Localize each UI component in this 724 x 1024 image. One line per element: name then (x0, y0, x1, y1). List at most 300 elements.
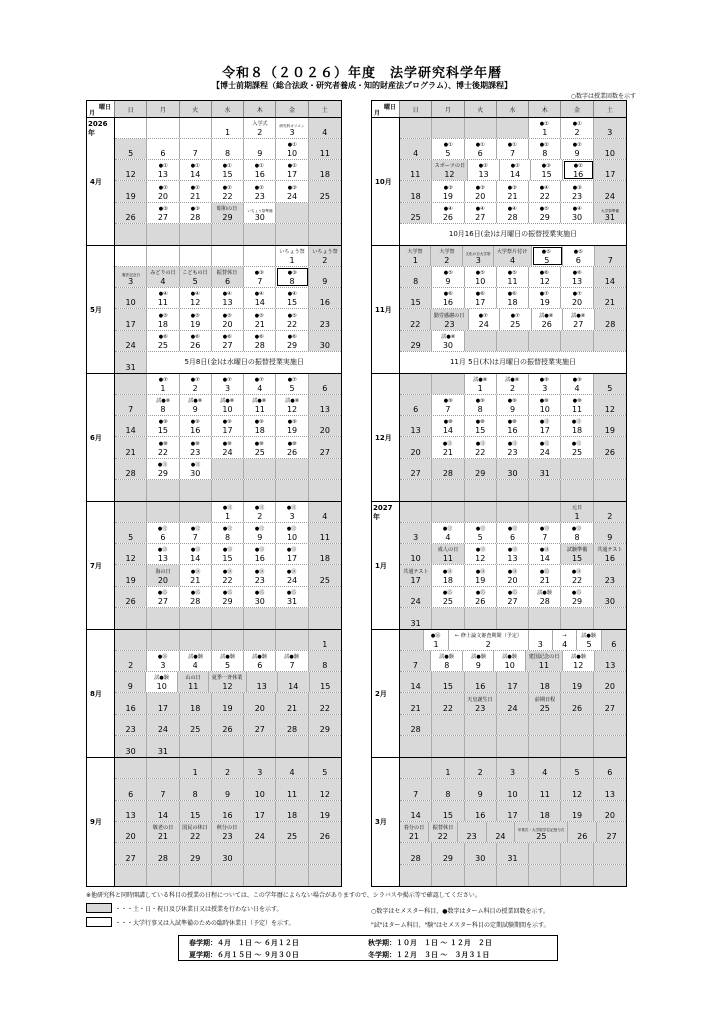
day-cell (147, 224, 179, 245)
day-event: ●② (287, 163, 297, 170)
day-cell (432, 523, 464, 543)
month-weeks (400, 630, 626, 757)
day-event: ●⑮ (572, 589, 582, 596)
day-cell (212, 309, 244, 329)
day-cell (309, 779, 341, 799)
day-cell (465, 693, 497, 713)
day-number: 6 (128, 789, 134, 799)
day-cell (497, 544, 529, 564)
day-event: 海の日 (155, 568, 171, 575)
day-cell (529, 630, 553, 650)
month-block (87, 502, 341, 630)
day-cell (244, 779, 276, 799)
day-number: 19 (604, 426, 615, 436)
day-cell (115, 395, 147, 415)
day-cell (515, 822, 568, 842)
day-event: ●① (507, 141, 517, 148)
day-event: 試●⑧ (252, 397, 267, 404)
day-cell (147, 608, 179, 629)
day-event: ●④ (540, 184, 550, 191)
day-number: 12 (573, 661, 584, 671)
week-row (400, 587, 626, 608)
day-number: 11 (188, 682, 199, 692)
day-cell (594, 544, 626, 564)
day-number: 18 (410, 191, 421, 201)
day-cell (494, 651, 526, 671)
day-cell (465, 437, 497, 457)
day-event: ●⑤ (222, 312, 232, 319)
day-number: 7 (445, 405, 451, 415)
day-event: ●⑤ (475, 269, 485, 276)
day-number: 25 (286, 832, 298, 842)
day-cell (212, 480, 244, 501)
day-cell (465, 758, 497, 778)
day-number: 11 (286, 789, 298, 799)
day-cell (309, 523, 341, 543)
day-number: 1 (192, 768, 198, 778)
day-number: 18 (571, 426, 583, 436)
day-number: 8 (413, 277, 419, 287)
day-cell (400, 544, 432, 564)
day-event: ●⑤ (158, 312, 168, 319)
day-event: ●⑪ (255, 504, 265, 511)
month-label-cell (372, 630, 400, 757)
day-cell (244, 118, 276, 138)
day-event: ●⑩ (507, 419, 517, 426)
day-event: ●⑨ (255, 419, 265, 426)
day-event: スポーツの日 (434, 163, 465, 170)
day-event: ●⑫ (443, 525, 453, 532)
day-number: 13 (478, 170, 489, 180)
day-cell (465, 801, 497, 821)
day-cell (180, 736, 212, 757)
day-number: 15 (222, 170, 233, 180)
day-cell (244, 523, 276, 543)
day-number: 11 (157, 298, 169, 308)
day-number: 21 (507, 191, 518, 201)
day-number: 3 (160, 661, 166, 671)
day-cell (180, 801, 212, 821)
day-cell (309, 565, 341, 585)
day-number: 22 (410, 319, 421, 329)
day-event: ●⑫ (158, 525, 168, 532)
day-cell (497, 395, 529, 415)
day-number: 8 (289, 277, 295, 287)
day-cell (244, 565, 276, 585)
month-label-cell (372, 118, 400, 245)
day-number: 4 (542, 768, 548, 778)
day-cell (115, 181, 147, 201)
day-cell (147, 416, 179, 436)
day-number: 16 (125, 703, 136, 713)
day-cell (529, 608, 561, 629)
day-cell (147, 779, 179, 799)
day-cell (465, 395, 497, 415)
day-event: ●⑪ (222, 504, 233, 511)
day-cell (115, 758, 147, 778)
week-row (115, 822, 341, 843)
day-number: 7 (160, 789, 166, 799)
legend-white-text: ・・・大学行事又は入試準備のための臨時休業日（予定）を示す。 (115, 919, 295, 927)
day-event: ●⑬ (222, 547, 233, 554)
day-number: 17 (475, 298, 486, 308)
week-row (400, 374, 626, 395)
day-cell (212, 118, 244, 138)
week-row (115, 267, 341, 288)
day-number: 24 (125, 340, 136, 350)
day-cell (115, 480, 147, 501)
day-cell (497, 693, 529, 713)
day-event: ●② (572, 141, 582, 148)
day-number: 16 (190, 426, 201, 436)
day-event: ●⑫ (540, 440, 550, 447)
day-number: 15 (571, 554, 583, 564)
day-cell (465, 565, 497, 585)
day-number: 3 (542, 384, 548, 394)
day-number: 26 (222, 724, 233, 734)
day-cell (400, 118, 432, 138)
day-event: ●⑨ (443, 397, 453, 404)
day-event: ●⑫ (572, 440, 582, 447)
day-event: ●⑩ (540, 397, 550, 404)
day-cell (244, 416, 276, 436)
day-number: 1 (289, 256, 295, 266)
day-number: 12 (319, 789, 330, 799)
day-event: ●⑦ (572, 291, 582, 298)
day-number: 17 (286, 170, 298, 180)
day-number: 13 (319, 405, 330, 415)
day-number: 27 (157, 596, 169, 606)
week-row (400, 416, 626, 437)
day-number: 24 (222, 447, 233, 457)
day-cell (244, 693, 276, 713)
day-cell (529, 288, 561, 308)
day-cell (529, 565, 561, 585)
day-cell (400, 715, 432, 735)
day-cell (431, 246, 463, 266)
week-row (115, 139, 341, 160)
day-number: 28 (286, 724, 298, 734)
day-cell (432, 267, 464, 287)
day-event: ●⑨ (475, 397, 485, 404)
day-number: 6 (257, 661, 263, 671)
day-number: 9 (322, 277, 328, 287)
day-number: 25 (410, 212, 421, 222)
day-cell (497, 801, 529, 821)
day-event: ●⑩ (287, 440, 297, 447)
day-cell (432, 565, 464, 585)
day-cell (244, 651, 276, 671)
day-cell (497, 502, 529, 522)
day-event: ●⑮ (475, 589, 485, 596)
day-event: ●⑭ (507, 568, 518, 575)
day-cell (212, 331, 244, 351)
day-event: ●⑬ (287, 547, 297, 554)
month-weeks (115, 630, 341, 757)
day-cell (180, 160, 212, 180)
day-number: 23 (254, 191, 265, 201)
day-number: 13 (605, 661, 616, 671)
day-number: 23 (604, 575, 615, 585)
day-number: 22 (222, 575, 233, 585)
day-event: ●⑤ (255, 312, 265, 319)
footer-note: ※他研究科と同時開講している科目の授業の日程については、この学年暦によらない場合がありますので、シラバスや掲示等で確認してください。 (86, 892, 481, 899)
day-number: 17 (125, 319, 136, 329)
day-cell (147, 502, 179, 522)
week-row (115, 395, 341, 416)
week-row (115, 715, 341, 736)
day-number: 28 (157, 853, 169, 863)
day-number: 21 (408, 832, 419, 842)
month-label-cell (372, 502, 400, 629)
day-number: 14 (125, 426, 136, 436)
day-cell (276, 758, 308, 778)
day-cell (568, 822, 597, 842)
day-number: 25 (157, 340, 169, 350)
week-row (115, 779, 341, 800)
day-event: 大学祭準備 (600, 208, 619, 213)
day-cell (147, 309, 179, 329)
day-event: ●⑫ (190, 525, 200, 532)
day-cell (115, 651, 147, 671)
day-number: 15 (410, 298, 421, 308)
day-number: 5 (445, 149, 451, 159)
day-cell (561, 736, 593, 757)
day-cell (529, 758, 561, 778)
day-cell (212, 203, 244, 223)
day-event: ●⑪ (507, 440, 518, 447)
day-event: ●⑦ (510, 312, 520, 319)
day-number: 18 (319, 170, 330, 180)
day-event: ●② (510, 163, 520, 170)
day-cell (561, 480, 593, 501)
day-event: ●⑬ (255, 547, 265, 554)
day-number: 14 (254, 298, 265, 308)
week-row (115, 630, 341, 651)
day-cell (147, 267, 179, 287)
day-event: ●④ (190, 291, 200, 298)
month-note: 5月8日(金)は水曜日の振替授業実施日 (184, 358, 304, 367)
day-number: 18 (539, 682, 550, 692)
day-cell (276, 416, 308, 436)
day-event: ●⑪ (190, 461, 200, 468)
day-cell (244, 459, 276, 479)
week-row (400, 181, 626, 202)
day-number: 15 (541, 170, 552, 180)
weekday-label: 土 (594, 101, 626, 117)
day-cell (115, 437, 147, 457)
day-number: 1 (224, 512, 231, 522)
day-event: ●⑭ (255, 568, 265, 575)
day-number: 7 (412, 661, 418, 671)
day-cell (115, 672, 146, 692)
day-number: 22 (571, 575, 583, 585)
month-block (87, 246, 341, 374)
day-number: 19 (190, 319, 201, 329)
month-label-cell (87, 630, 115, 757)
day-number: 26 (541, 319, 552, 329)
day-cell (276, 160, 308, 180)
day-cell (115, 736, 147, 757)
day-event: 憲法記念日 (121, 272, 140, 278)
day-event: ●③ (443, 184, 453, 191)
day-number: 6 (224, 277, 231, 287)
weekday-label: 月 (432, 101, 464, 117)
day-number: 2 (257, 128, 263, 138)
month-weeks (115, 502, 341, 629)
year-label: 2026年 (88, 120, 108, 137)
day-event: ●④ (443, 205, 453, 212)
day-cell (561, 865, 593, 886)
day-cell (147, 523, 179, 543)
day-event: いちょう祭 (279, 248, 305, 255)
day-cell (432, 331, 464, 351)
day-event: ●③ (475, 184, 485, 191)
day-cell (500, 309, 532, 329)
day-cell (276, 693, 308, 713)
day-number: 8 (192, 789, 198, 799)
day-cell (561, 118, 593, 138)
day-cell (465, 865, 497, 886)
day-number: 17 (157, 703, 169, 713)
day-number: 6 (322, 384, 328, 394)
day-cell (465, 736, 497, 757)
day-event: ●⑬ (475, 547, 485, 554)
day-number: 21 (254, 319, 265, 329)
legend-right-1: ○数字はセメスター科目、●数字はターム科目の授業回数を示す。 (371, 908, 549, 915)
day-number: 3 (257, 768, 263, 778)
day-number: 17 (410, 575, 421, 585)
day-number: 10 (539, 405, 550, 415)
day-event: みどりの日 (150, 269, 176, 276)
day-event: 大学祭 (439, 248, 455, 255)
day-number: 7 (128, 405, 134, 415)
day-number: 23 (190, 447, 201, 457)
day-number: 28 (442, 468, 454, 478)
week-row (400, 331, 626, 352)
month-note: 10月16日(金)は月曜日の振替授業実施日 (448, 230, 578, 239)
day-cell (529, 801, 561, 821)
day-event: ●⑦ (287, 376, 297, 383)
day-event: 春分の日 (403, 824, 425, 831)
day-cell (115, 352, 147, 373)
legend-gray-text: ・・・土・日・祝日及び休業日又は授業を行わない日を示す。 (115, 905, 283, 913)
day-cell (529, 267, 561, 287)
day-cell (244, 544, 276, 564)
day-number: 14 (410, 682, 421, 692)
week-row (115, 865, 341, 886)
day-cell (309, 160, 341, 180)
day-event: ●⑭ (222, 568, 233, 575)
weekday-label: 金 (561, 101, 593, 117)
day-number: 8 (574, 533, 580, 543)
week-row (115, 801, 341, 822)
day-number: 27 (157, 212, 169, 222)
week-row (400, 523, 626, 544)
month-block (87, 374, 341, 502)
day-cell (529, 480, 561, 501)
day-number: 28 (254, 340, 265, 350)
day-cell (400, 843, 432, 863)
day-cell (432, 865, 464, 886)
day-cell (180, 523, 212, 543)
week-row (400, 801, 626, 822)
day-event: 昭和の日 (217, 205, 238, 212)
day-event: ●⑫ (507, 525, 518, 532)
day-cell (115, 267, 147, 287)
month-weeks (115, 758, 341, 886)
week-row (115, 502, 341, 523)
day-cell (276, 651, 308, 671)
day-number: 16 (475, 811, 486, 820)
day-cell (309, 416, 341, 436)
week-row (115, 587, 341, 608)
day-cell (561, 544, 593, 564)
day-number: 5 (574, 768, 580, 778)
weekday-label: 木 (529, 101, 561, 117)
day-cell (276, 843, 308, 863)
week-row (115, 352, 341, 373)
day-cell (465, 139, 497, 159)
day-number: 16 (507, 426, 518, 436)
day-cell (561, 181, 593, 201)
day-cell (147, 544, 179, 564)
calendar-right (371, 100, 627, 887)
day-event: ●⑨ (158, 419, 168, 426)
header-corner (87, 101, 115, 117)
day-cell (147, 693, 179, 713)
day-cell (212, 843, 244, 863)
month-label-cell (87, 246, 115, 373)
day-event: ●⑫ (255, 525, 265, 532)
week-row (115, 651, 341, 672)
day-cell (180, 181, 212, 201)
day-cell (577, 630, 601, 650)
day-cell (244, 309, 276, 329)
day-event: ●④ (475, 205, 485, 212)
day-number: 21 (539, 575, 550, 585)
term-spring: 春学期：４月 １日 ～ ６月１２日 (189, 939, 299, 947)
day-number: 4 (289, 768, 295, 778)
day-number: 26 (442, 212, 454, 222)
day-number: 17 (254, 811, 265, 820)
day-cell (497, 181, 529, 201)
day-number: 6 (607, 768, 613, 778)
day-cell (276, 544, 308, 564)
day-number: 14 (410, 811, 421, 820)
day-cell (244, 822, 276, 842)
day-cell (458, 822, 487, 842)
weekday-label: 金 (276, 101, 308, 117)
day-cell (561, 288, 593, 308)
day-cell (309, 715, 341, 735)
day-cell (212, 865, 244, 886)
day-event: 国民の休日 (182, 824, 208, 831)
day-cell (487, 822, 516, 842)
day-cell (561, 758, 593, 778)
week-row (400, 203, 626, 224)
day-cell (595, 651, 627, 671)
day-cell (497, 480, 529, 501)
day-number: 1 (542, 128, 548, 138)
day-cell (431, 309, 468, 329)
day-number: 15 (475, 426, 486, 436)
day-cell (400, 758, 432, 778)
day-cell (180, 608, 212, 629)
day-event: ●① (255, 163, 265, 170)
week-row (115, 736, 341, 757)
day-cell (209, 672, 246, 692)
